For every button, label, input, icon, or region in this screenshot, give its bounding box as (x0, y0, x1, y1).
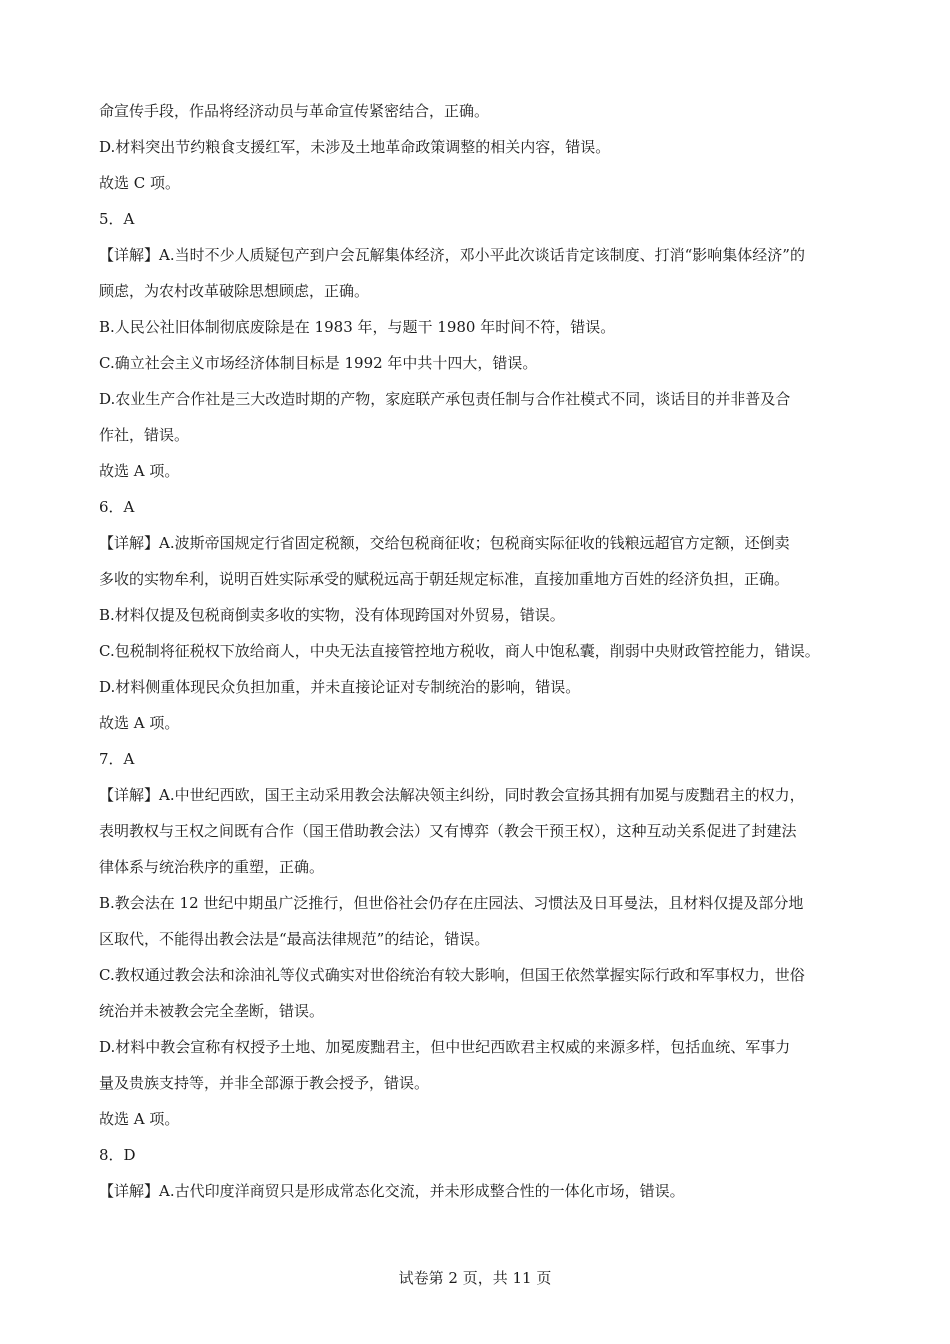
text-line: B.材料仅提及包税商倒卖多收的实物，没有体现跨国对外贸易，错误。 (99, 606, 565, 624)
text-line: 5．A (99, 210, 135, 228)
text-line: 【详解】A.波斯帝国规定行省固定税额，交给包税商征收；包税商实际征收的钱粮远超官方定额，还倒卖 (99, 534, 790, 552)
text-line: C.确立社会主义市场经济体制目标是 1992 年中共十四大，错误。 (99, 354, 538, 372)
text-line: D.材料中教会宣称有权授予土地、加冕废黜君主，但中世纪西欧君主权威的来源多样，包括血统、军事力 (99, 1038, 791, 1056)
text-line: B.教会法在 12 世纪中期虽广泛推行，但世俗社会仍存在庄园法、习惯法及日耳曼法，且材料仅提及部分地 (99, 894, 804, 912)
text-line: 【详解】A.中世纪西欧，国王主动采用教会法解决领主纠纷，同时教会宣扬其拥有加冕与废黜君主的权力， (99, 786, 805, 804)
text-line: 故选 A 项。 (99, 1110, 180, 1128)
text-line: 统治并未被教会完全垄断，错误。 (99, 1002, 325, 1020)
text-line: 作社，错误。 (99, 426, 190, 444)
text-line: D.材料突出节约粮食支援红军，未涉及土地革命政策调整的相关内容，错误。 (99, 138, 611, 156)
text-line: 律体系与统治秩序的重塑，正确。 (99, 858, 325, 876)
text-line: 故选 A 项。 (99, 462, 180, 480)
text-line: 区取代，不能得出教会法是“最高法律规范”的结论，错误。 (99, 930, 490, 948)
text-line: 命宣传手段，作品将经济动员与革命宣传紧密结合，正确。 (99, 102, 490, 120)
text-line: 表明教权与王权之间既有合作（国王借助教会法）又有博弈（教会干预王权），这种互动关系促进了封建法 (99, 822, 797, 840)
text-line: C.教权通过教会法和涂油礼等仪式确实对世俗统治有较大影响，但国王依然掌握实际行政和军事权力，世俗 (99, 966, 805, 984)
text-line: 顾虑，为农村改革破除思想顾虑，正确。 (99, 282, 370, 300)
text-line: B.人民公社旧体制彻底废除是在 1983 年，与题干 1980 年时间不符，错误。 (99, 318, 616, 336)
text-line: D.材料侧重体现民众负担加重，并未直接论证对专制统治的影响，错误。 (99, 678, 581, 696)
text-line: 量及贵族支持等，并非全部源于教会授予，错误。 (99, 1074, 430, 1092)
text-line: 故选 C 项。 (99, 174, 181, 192)
text-line: 6．A (99, 498, 135, 516)
text-line: 7．A (99, 750, 135, 768)
text-line: D.农业生产合作社是三大改造时期的产物，家庭联产承包责任制与合作社模式不同，谈话目的并非普及合 (99, 390, 791, 408)
text-line: 8．D (99, 1146, 136, 1164)
text-line: 多收的实物牟利，说明百姓实际承受的赋税远高于朝廷规定标准，直接加重地方百姓的经济负担，正确。 (99, 570, 790, 588)
text-line: 故选 A 项。 (99, 714, 180, 732)
text-line: 【详解】A.古代印度洋商贸只是形成常态化交流，并未形成整合性的一体化市场，错误。 (99, 1182, 685, 1200)
text-line: 【详解】A.当时不少人质疑包产到户会瓦解集体经济，邓小平此次谈话肯定该制度、打消“影响集体经济”的 (99, 246, 805, 264)
text-line: C.包税制将征税权下放给商人，中央无法直接管控地方税收，商人中饱私囊，削弱中央财政管控能力，错误。 (99, 642, 820, 660)
page-footer: 试卷第 2 页，共 11 页 (398, 1269, 552, 1287)
answer-explanation-body (99, 93, 859, 1209)
